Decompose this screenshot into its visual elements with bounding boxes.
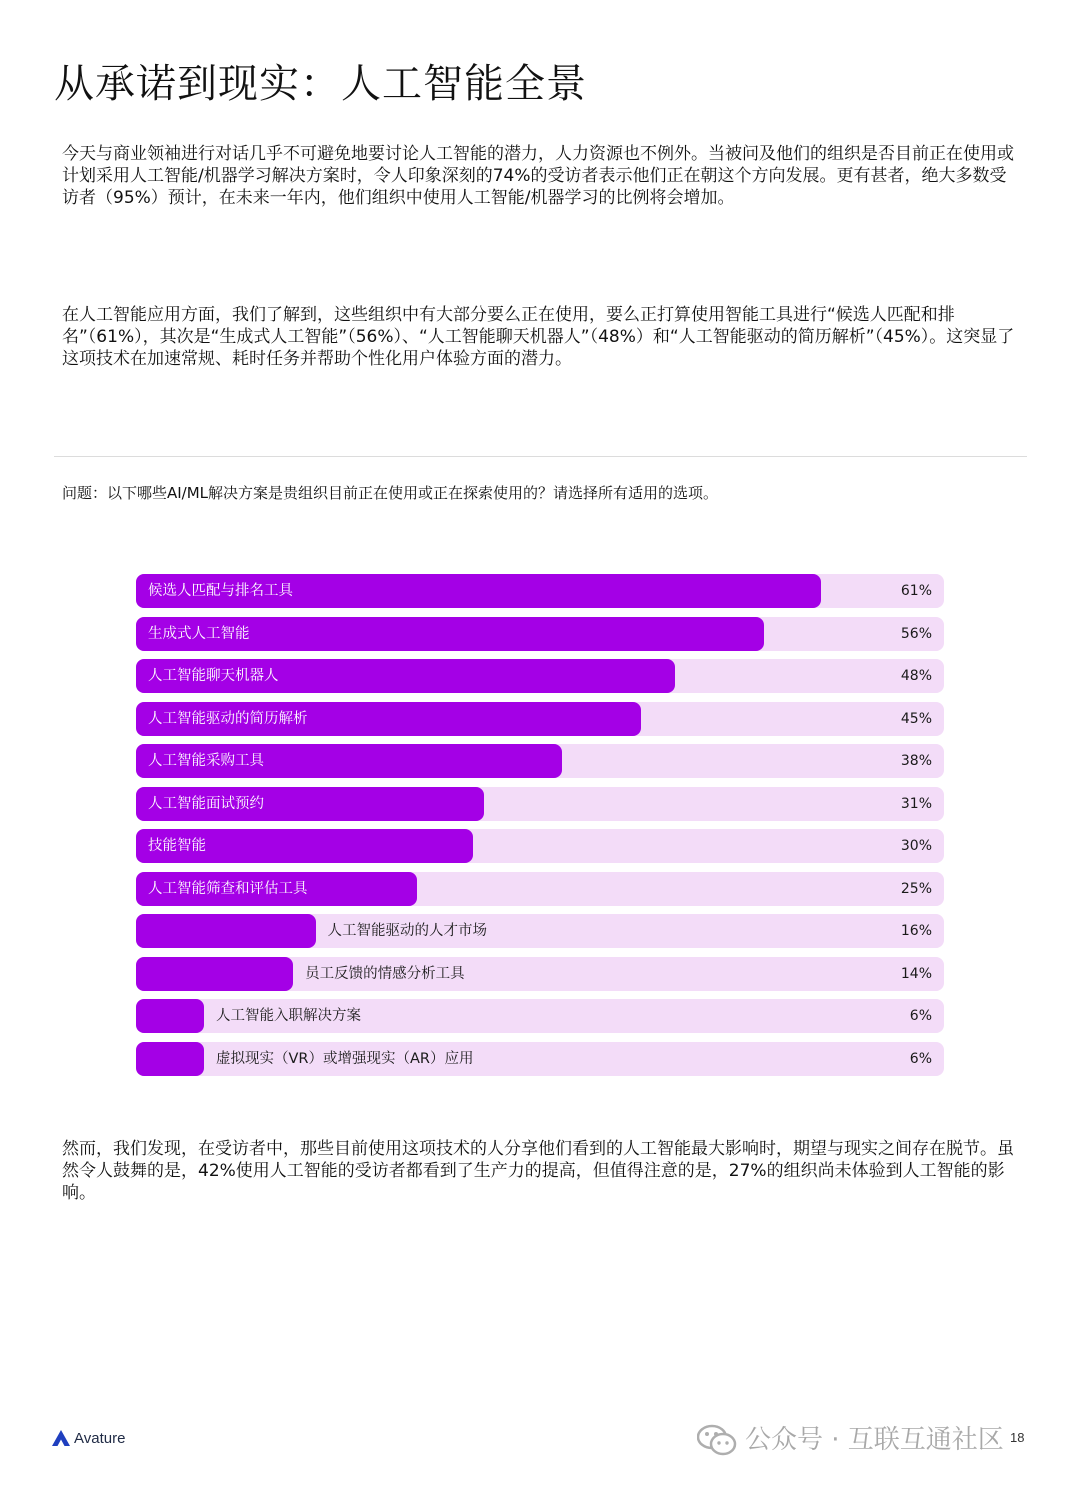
value-label: 6% bbox=[909, 1008, 932, 1024]
value-label: 48% bbox=[900, 668, 932, 684]
category-label: 人工智能面试预约 bbox=[148, 795, 264, 812]
category-label: 人工智能入职解决方案 bbox=[216, 1008, 361, 1024]
value-label: 45% bbox=[900, 710, 932, 727]
value-label: 16% bbox=[900, 923, 932, 939]
bar bbox=[136, 914, 316, 948]
bar bbox=[136, 957, 293, 991]
category-label: 虚拟现实（VR）或增强现实（AR）应用 bbox=[216, 1050, 474, 1067]
value-label: 56% bbox=[900, 625, 932, 642]
watermark-text: 公众号 · 互联互通社区 bbox=[745, 1425, 1004, 1455]
findings-paragraph: 然而，我们发现，在受访者中，那些目前使用这项技术的人分享他们看到的人工智能最大影响时，期望与现实之间存在脱节。虽然令人鼓舞的是，42%使用人工智能的受访者都看到了生产力的提高，但值得注意的是，27%的组织尚未体验到人工智能的影响。 bbox=[62, 1139, 1014, 1203]
bar bbox=[136, 999, 204, 1033]
value-label: 6% bbox=[909, 1050, 932, 1067]
category-label: 人工智能驱动的简历解析 bbox=[148, 710, 308, 727]
bar-row bbox=[136, 617, 944, 651]
bar-row bbox=[136, 787, 944, 821]
value-label: 30% bbox=[900, 838, 932, 854]
wechat-icon bbox=[697, 1423, 737, 1457]
category-label: 员工反馈的情感分析工具 bbox=[305, 965, 465, 982]
bar-row bbox=[136, 574, 944, 608]
intro-paragraph: 今天与商业领袖进行对话几乎不可避免地要讨论人工智能的潜力，人力资源也不例外。当被问及他们的组织是否目前正在使用或计划采用人工智能/机器学习解决方案时，令人印象深刻的74%的受访者表示他们正在朝这个方向发展。更有甚者，绝大多数受访者（95%）预计，在未来一年内，他们组织中使用人工智能/机器学习的比例将会增加。 bbox=[62, 144, 1014, 208]
bar-row bbox=[136, 1042, 944, 1076]
applications-paragraph: 在人工智能应用方面，我们了解到，这些组织中有大部分要么正在使用，要么正打算使用智能工具进行“候选人匹配和排名”（61%），其次是“生成式人工智能”（56%）、“人工智能聊天机器人”（48%）和“人工智能驱动的简历解析”（45%）。这突显了这项技术在加速常规、耗时任务并帮助个性化用户体验方面的潜力。 bbox=[62, 305, 1015, 369]
category-label: 人工智能筛查和评估工具 bbox=[148, 880, 308, 897]
value-label: 25% bbox=[900, 880, 932, 897]
bar-row bbox=[136, 702, 944, 736]
bar-row bbox=[136, 999, 944, 1033]
brand-name: Avature bbox=[74, 1429, 126, 1447]
category-label: 技能智能 bbox=[148, 838, 206, 854]
bar-row bbox=[136, 872, 944, 906]
bar-row bbox=[136, 829, 944, 863]
survey-question: 问题：以下哪些AI/ML解决方案是贵组织目前正在使用或正在探索使用的？请选择所有适用的选项。 bbox=[62, 484, 719, 502]
category-label: 候选人匹配与排名工具 bbox=[148, 583, 293, 599]
ai-solutions-bar-chart bbox=[136, 574, 944, 1076]
bar-row bbox=[136, 957, 944, 991]
page-number: 18 bbox=[1010, 1430, 1025, 1445]
bar-row bbox=[136, 659, 944, 693]
value-label: 14% bbox=[900, 965, 932, 982]
bar-row bbox=[136, 744, 944, 778]
bar-row bbox=[136, 914, 944, 948]
avature-logo bbox=[52, 1426, 125, 1450]
category-label: 生成式人工智能 bbox=[148, 625, 250, 642]
wechat-watermark bbox=[697, 1420, 1004, 1460]
page-title: 从承诺到现实：人工智能全景 bbox=[54, 61, 587, 107]
avature-logo-icon bbox=[52, 1430, 70, 1446]
section-divider bbox=[54, 456, 1027, 457]
bar bbox=[136, 1042, 204, 1076]
value-label: 31% bbox=[900, 795, 932, 812]
value-label: 61% bbox=[900, 583, 932, 599]
category-label: 人工智能驱动的人才市场 bbox=[327, 923, 488, 939]
category-label: 人工智能聊天机器人 bbox=[148, 668, 279, 684]
category-label: 人工智能采购工具 bbox=[148, 753, 264, 769]
value-label: 38% bbox=[900, 753, 932, 769]
